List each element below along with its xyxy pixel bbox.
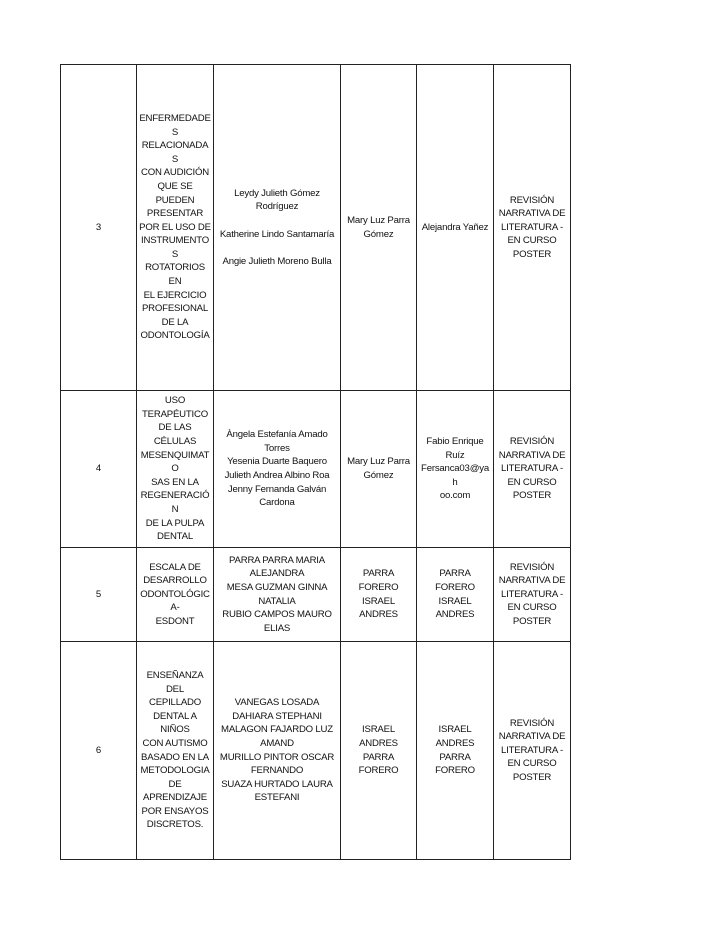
project-title: ENSEÑANZA DEL CEPILLADO DENTAL A NIÑOS CON AUTISMO BASADO EN LA METODOLOGIA DE APRENDIZAJE POR ENSAYOS DISCRETOS. [137, 642, 214, 860]
advisor-cell: Mary Luz Parra Gómez [341, 391, 417, 548]
advisor-cell: Mary Luz Parra Gómez [341, 65, 417, 391]
advisor-cell: ISRAEL ANDRES PARRA FORERO [341, 642, 417, 860]
advisor-cell: PARRA FORERO ISRAEL ANDRES [341, 548, 417, 642]
authors-cell: Àngela Estefanía Amado Torres Yesenia Duarte Baquero Julieth Andrea Albino Roa Jenny Fernanda Galván Cardona [214, 391, 341, 548]
project-title: ENFERMEDADES RELACIONADAS CON AUDICIÓN QUE SE PUEDEN PRESENTAR POR EL USO DE INSTRUMENTOS ROTATORIOS EN EL EJERCICIO PROFESIONAL DE LA ODONTOLOGÍA [137, 65, 214, 391]
coadvisor-cell: ISRAEL ANDRES PARRA FORERO [417, 642, 494, 860]
row-number: 5 [61, 548, 137, 642]
status-cell: REVISIÓN NARRATIVA DE LITERATURA - EN CURSO POSTER [494, 65, 571, 391]
coadvisor-cell: Alejandra Yañez [417, 65, 494, 391]
coadvisor-cell: PARRA FORERO ISRAEL ANDRES [417, 548, 494, 642]
project-title: USO TERAPÉUTICO DE LAS CÉLULAS MESENQUIMATO SAS EN LA REGENERACIÓN DE LA PULPA DENTAL [137, 391, 214, 548]
table-row [61, 642, 571, 860]
table-row [61, 548, 571, 642]
authors-cell: VANEGAS LOSADA DAHIARA STEPHANI MALAGON FAJARDO LUZ AMAND MURILLO PINTOR OSCAR FERNANDO SUAZA HURTADO LAURA ESTEFANI [214, 642, 341, 860]
status-cell: REVISIÓN NARRATIVA DE LITERATURA - EN CURSO POSTER [494, 548, 571, 642]
status-cell: REVISIÓN NARRATIVA DE LITERATURA - EN CURSO POSTER [494, 642, 571, 860]
authors-cell: PARRA PARRA MARIA ALEJANDRA MESA GUZMAN GINNA NATALIA RUBIO CAMPOS MAURO ELIAS [214, 548, 341, 642]
table-row [61, 65, 571, 391]
status-cell: REVISIÓN NARRATIVA DE LITERATURA - EN CURSO POSTER [494, 391, 571, 548]
coadvisor-cell: Fabio Enrique Ruíz Fersanca03@yah oo.com [417, 391, 494, 548]
authors-cell: Leydy Julieth Gómez Rodríguez Katherine Lindo Santamaría Angie Julieth Moreno Bulla [214, 65, 341, 391]
project-title: ESCALA DE DESARROLLO ODONTOLÓGICA- ESDONT [137, 548, 214, 642]
projects-table [60, 64, 571, 860]
row-number: 4 [61, 391, 137, 548]
table-row [61, 391, 571, 548]
row-number: 6 [61, 642, 137, 860]
row-number: 3 [61, 65, 137, 391]
